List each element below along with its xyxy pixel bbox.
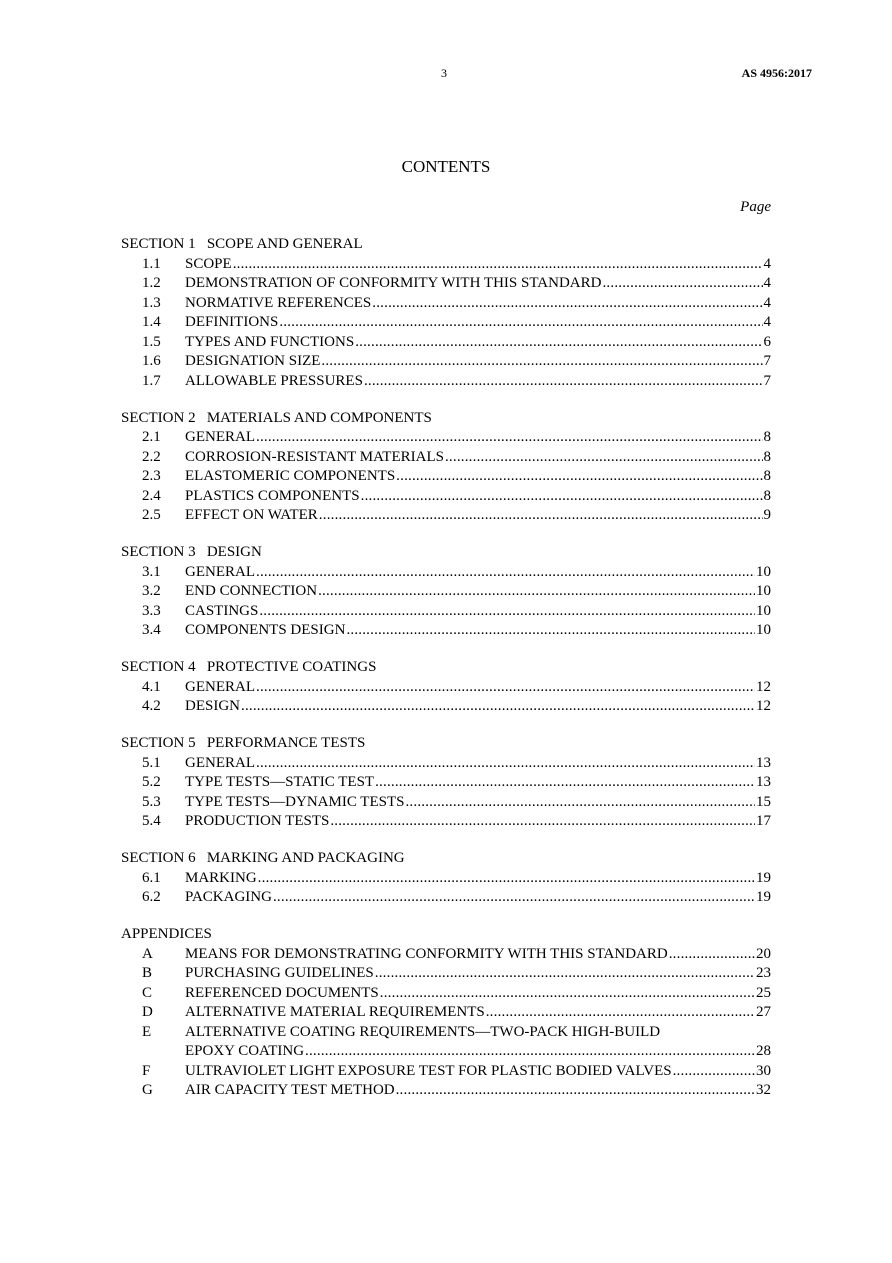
entry-page: 9 (763, 507, 771, 523)
toc-entry[interactable] (121, 1062, 771, 1082)
entry-title: ALLOWABLE PRESSURES (185, 372, 363, 389)
dot-leader (256, 563, 755, 583)
entry-page: 23 (756, 965, 771, 981)
entry-title: MARKING (185, 869, 257, 886)
entry-number: 5.3 (142, 793, 161, 810)
entry-page: 6 (763, 333, 771, 350)
entry-title: TYPE TESTS—STATIC TEST (185, 774, 375, 790)
dot-leader (396, 1081, 755, 1101)
dot-leader (673, 1062, 755, 1082)
section-heading: SECTION 6 MARKING AND PACKAGING (121, 850, 405, 866)
entry-title: ELASTOMERIC COMPONENTS (185, 468, 396, 484)
toc-entry[interactable] (121, 621, 771, 641)
entry-page: 25 (756, 984, 771, 1001)
entry-title-continuation: EPOXY COATING (185, 1043, 305, 1059)
toc-entry-continuation[interactable] (121, 1042, 771, 1062)
entry-title: PLASTICS COMPONENTS (185, 487, 360, 504)
entry-title: REFERENCED DOCUMENTS (185, 984, 379, 1001)
entry-number: 1.7 (142, 372, 161, 389)
table-of-contents (121, 235, 771, 1118)
toc-entry[interactable] (121, 313, 771, 333)
toc-entry[interactable] (121, 274, 771, 294)
dot-leader (258, 869, 755, 889)
entry-number: 5.4 (142, 813, 161, 829)
toc-entry[interactable] (121, 888, 771, 908)
dot-leader (256, 754, 755, 774)
entry-number: B (142, 965, 153, 981)
dot-leader (279, 313, 762, 333)
entry-number: 3.4 (142, 622, 161, 638)
section-heading: SECTION 2 MATERIALS AND COMPONENTS (121, 409, 432, 426)
dot-leader (319, 506, 763, 526)
entry-page: 7 (763, 372, 771, 389)
dot-leader (396, 467, 762, 487)
toc-appendices (121, 925, 771, 1101)
entry-title: PACKAGING (185, 889, 272, 905)
entry-number: 4.1 (142, 678, 161, 695)
entry-number: C (142, 984, 153, 1001)
entry-number: D (142, 1004, 153, 1020)
entry-title: END CONNECTION (185, 583, 318, 599)
entry-page: 8 (763, 448, 771, 465)
toc-entry[interactable] (121, 793, 771, 813)
entry-number: A (142, 945, 153, 962)
contents-title: CONTENTS (401, 157, 491, 176)
entry-title: CORROSION-RESISTANT MATERIALS (185, 448, 444, 465)
toc-entry[interactable] (121, 333, 771, 353)
dot-leader (602, 274, 762, 294)
entry-page: 20 (756, 945, 771, 962)
entry-title: CASTINGS (185, 602, 259, 619)
appendices-heading: APPENDICES (121, 926, 212, 942)
entry-title: DESIGN (185, 698, 240, 714)
entry-number: 4.2 (142, 698, 161, 714)
entry-title: TYPES AND FUNCTIONS (185, 333, 355, 350)
entry-number: 2.2 (142, 448, 161, 465)
entry-page: 32 (756, 1082, 771, 1098)
entry-number: 5.2 (142, 774, 161, 790)
entry-page: 4 (763, 294, 771, 311)
toc-entry[interactable] (121, 697, 771, 717)
entry-title: DESIGNATION SIZE (185, 353, 321, 369)
dot-leader (372, 294, 762, 314)
section-heading: SECTION 5 PERFORMANCE TESTS (121, 735, 366, 751)
dot-leader (241, 697, 755, 717)
entry-title: PURCHASING GUIDELINES (185, 965, 374, 981)
toc-entry[interactable] (121, 945, 771, 965)
entry-number: 1.4 (142, 314, 161, 330)
entry-number: G (142, 1082, 153, 1098)
entry-page: 28 (756, 1043, 771, 1059)
section-heading: SECTION 4 PROTECTIVE COATINGS (121, 659, 377, 675)
toc-section (121, 235, 771, 391)
entry-title: ULTRAVIOLET LIGHT EXPOSURE TEST FOR PLASTIC BODIED VALVES (185, 1062, 672, 1079)
toc-entry[interactable] (121, 467, 771, 487)
entry-number: 1.6 (142, 353, 161, 369)
toc-entry[interactable] (121, 255, 771, 275)
toc-entry[interactable] (121, 372, 771, 392)
page-number: 3 (441, 66, 447, 80)
entry-number: 1.1 (142, 255, 161, 272)
entry-page: 7 (763, 353, 771, 369)
entry-number: 1.2 (142, 275, 161, 291)
toc-entry[interactable] (121, 563, 771, 583)
entry-page: 19 (756, 889, 771, 905)
entry-page: 30 (756, 1062, 771, 1079)
entry-number: 5.1 (142, 754, 161, 771)
entry-number: 1.3 (142, 294, 161, 311)
dot-leader (364, 372, 763, 392)
entry-title: MEANS FOR DEMONSTRATING CONFORMITY WITH THIS STANDARD (185, 945, 668, 962)
toc-entry[interactable] (121, 294, 771, 314)
entry-page: 27 (756, 1004, 771, 1020)
entry-title: DEFINITIONS (185, 314, 279, 330)
dot-leader (375, 964, 755, 984)
entry-number: 2.4 (142, 487, 161, 504)
toc-entry[interactable] (121, 506, 771, 526)
entry-page: 13 (756, 774, 771, 790)
entry-title: EFFECT ON WATER (185, 507, 318, 523)
document-id: AS 4956:2017 (741, 66, 812, 80)
entry-page: 4 (763, 275, 771, 291)
dot-leader (361, 487, 763, 507)
dot-leader (375, 773, 755, 793)
toc-entry[interactable] (121, 869, 771, 889)
entry-page: 19 (756, 869, 771, 886)
dot-leader (259, 602, 755, 622)
entry-page: 13 (756, 754, 771, 771)
entry-number: 2.1 (142, 429, 161, 445)
toc-entry[interactable] (121, 352, 771, 372)
dot-leader (405, 793, 755, 813)
dot-leader (256, 678, 755, 698)
toc-section (121, 734, 771, 832)
entry-page: 17 (756, 813, 771, 829)
entry-page: 12 (756, 678, 771, 695)
toc-section (121, 658, 771, 717)
entry-title: TYPE TESTS—DYNAMIC TESTS (185, 793, 405, 810)
entry-title: SCOPE (185, 255, 232, 272)
toc-entry[interactable] (121, 964, 771, 984)
entry-page: 4 (763, 314, 771, 330)
entry-page: 8 (763, 429, 771, 445)
section-heading: SECTION 1 SCOPE AND GENERAL (121, 236, 363, 252)
toc-entry[interactable] (121, 984, 771, 1004)
dot-leader (355, 333, 762, 353)
entry-title: NORMATIVE REFERENCES (185, 294, 372, 311)
entry-number: 3.2 (142, 583, 161, 599)
entry-title: GENERAL (185, 563, 255, 580)
dot-leader (321, 352, 762, 372)
entry-number: 6.2 (142, 889, 161, 905)
entry-page: 8 (763, 487, 771, 504)
dot-leader (445, 448, 763, 468)
dot-leader (318, 582, 755, 602)
toc-entry[interactable] (121, 487, 771, 507)
entry-title: GENERAL (185, 429, 255, 445)
entry-number: 6.1 (142, 869, 161, 886)
entry-page: 10 (756, 583, 771, 599)
entry-title: COMPONENTS DESIGN (185, 622, 346, 638)
dot-leader (380, 984, 755, 1004)
entry-title: AIR CAPACITY TEST METHOD (185, 1082, 395, 1098)
dot-leader (273, 888, 755, 908)
toc-section (121, 409, 771, 526)
entry-page: 10 (756, 622, 771, 638)
toc-entry[interactable] (121, 1023, 771, 1043)
entry-number: 1.5 (142, 333, 161, 350)
dot-leader (486, 1003, 755, 1023)
entry-number: 2.3 (142, 468, 161, 484)
toc-entry[interactable] (121, 582, 771, 602)
entry-page: 8 (763, 468, 771, 484)
entry-number: 3.3 (142, 602, 161, 619)
toc-entry[interactable] (121, 448, 771, 468)
toc-section (121, 543, 771, 641)
toc-entry[interactable] (121, 1081, 771, 1101)
dot-leader (256, 428, 763, 448)
entry-title: GENERAL (185, 678, 255, 695)
entry-title: GENERAL (185, 754, 255, 771)
dot-leader (305, 1042, 755, 1062)
page-column-label: Page (740, 199, 771, 215)
dot-leader (233, 255, 763, 275)
entry-number: F (142, 1062, 151, 1079)
entry-title: DEMONSTRATION OF CONFORMITY WITH THIS STANDARD (185, 275, 602, 291)
section-heading: SECTION 3 DESIGN (121, 544, 262, 560)
toc-entry[interactable] (121, 773, 771, 793)
entry-page: 4 (763, 255, 771, 272)
toc-entry[interactable] (121, 678, 771, 698)
entry-page: 12 (756, 698, 771, 714)
entry-page: 10 (756, 602, 771, 619)
toc-entry[interactable] (121, 1003, 771, 1023)
entry-page: 15 (756, 793, 771, 810)
entry-number: 2.5 (142, 507, 161, 523)
toc-entry[interactable] (121, 428, 771, 448)
entry-page: 10 (756, 563, 771, 580)
dot-leader (346, 621, 755, 641)
toc-entry[interactable] (121, 754, 771, 774)
entry-title: ALTERNATIVE MATERIAL REQUIREMENTS (185, 1004, 485, 1020)
entry-title: ALTERNATIVE COATING REQUIREMENTS—TWO-PACK HIGH-BUILD (185, 1023, 661, 1040)
entry-number: 3.1 (142, 563, 161, 580)
toc-entry[interactable] (121, 812, 771, 832)
entry-title: PRODUCTION TESTS (185, 813, 330, 829)
dot-leader (330, 812, 755, 832)
toc-entry[interactable] (121, 602, 771, 622)
entry-number: E (142, 1023, 152, 1040)
dot-leader (669, 945, 755, 965)
toc-section (121, 849, 771, 908)
